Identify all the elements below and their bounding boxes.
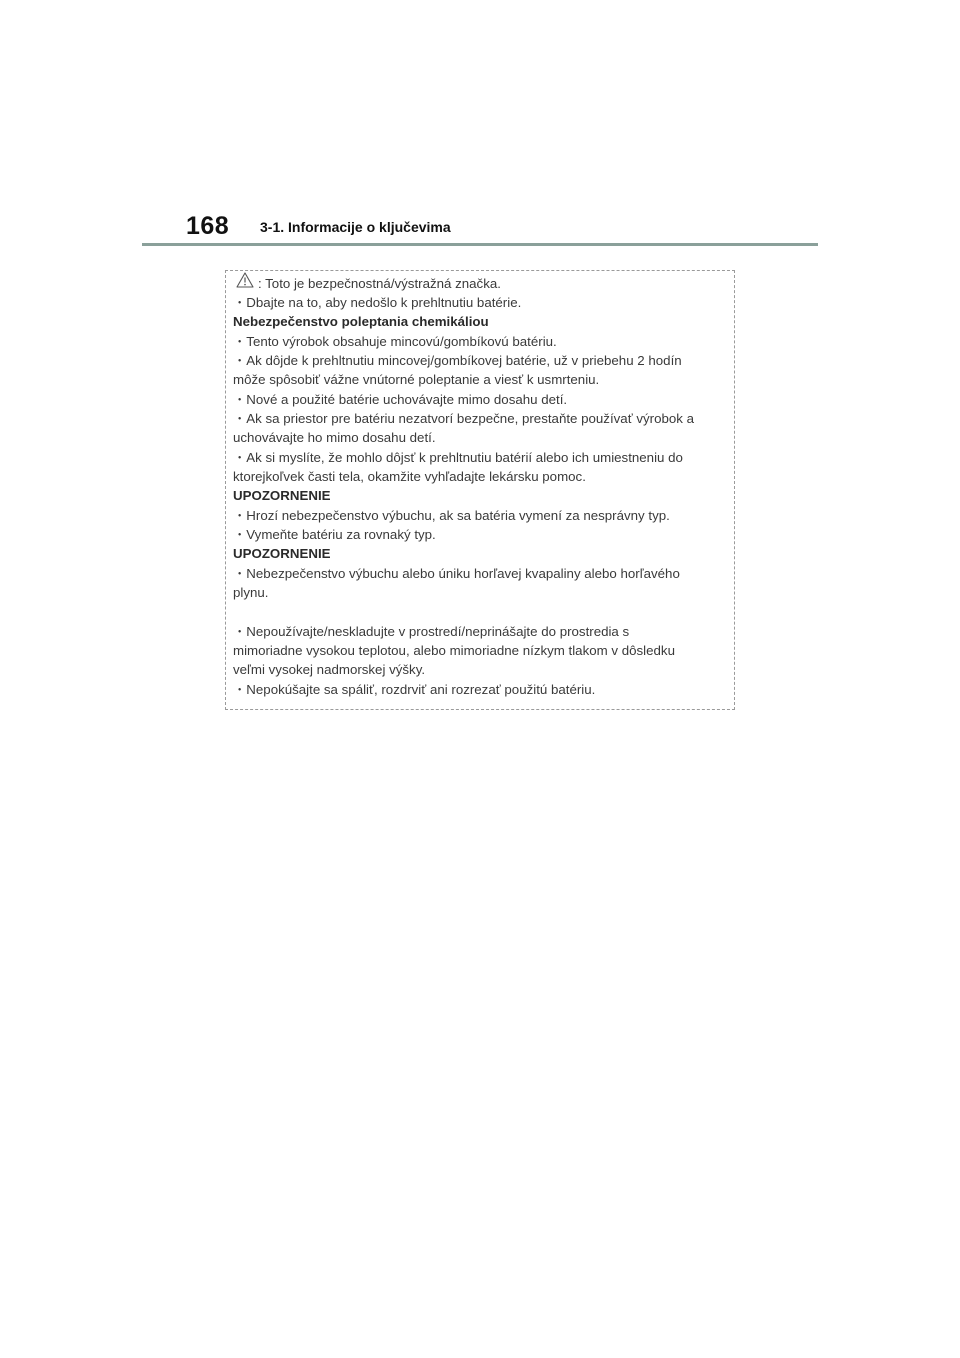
caution-line: ・Dbajte na to, aby nedošlo k prehltnutiu batérie. (233, 295, 522, 310)
caution-line: ・Vymeňte batériu za rovnaký typ. (233, 527, 436, 542)
caution-line: ・Nepokúšajte sa spáliť, rozdrviť ani rozrezať použitú batériu. (233, 682, 596, 697)
caution-heading: UPOZORNENIE (233, 488, 331, 503)
caution-line: ktorejkoľvek časti tela, okamžite vyhľadajte lekársku pomoc. (233, 469, 586, 484)
caution-line: ・Hrozí nebezpečenstvo výbuchu, ak sa batéria vymení za nesprávny typ. (233, 508, 670, 523)
section-title: 3-1. Informacije o ključevima (260, 219, 451, 235)
page-number: 168 (186, 212, 230, 240)
caution-heading: UPOZORNENIE (233, 546, 331, 561)
caution-line: ・Nebezpečenstvo výbuchu alebo úniku horľavej kvapaliny alebo horľavého (233, 566, 680, 581)
caution-line: ・Ak dôjde k prehltnutiu mincovej/gombíkovej batérie, už v priebehu 2 hodín (233, 353, 682, 368)
caution-line: ・Nové a použité batérie uchovávajte mimo dosahu detí. (233, 392, 568, 407)
caution-line: plynu. (233, 585, 269, 600)
caution-line: ・Nepoužívajte/neskladujte v prostredí/neprinášajte do prostredia s (233, 624, 630, 639)
header-rule (142, 243, 818, 246)
caution-line: : Toto je bezpečnostná/výstražná značka. (258, 276, 501, 291)
caution-line: ・Tento výrobok obsahuje mincovú/gombíkovú batériu. (233, 334, 557, 349)
caution-line: mimoriadne vysokou teplotou, alebo mimoriadne nízkym tlakom v dôsledku (233, 643, 675, 658)
caution-heading: Nebezpečenstvo poleptania chemikáliou (233, 314, 489, 329)
warning-triangle-icon (236, 272, 254, 288)
caution-line: ・Ak sa priestor pre batériu nezatvorí bezpečne, prestaňte používať výrobok a (233, 411, 695, 426)
caution-line: uchovávajte ho mimo dosahu detí. (233, 430, 436, 445)
caution-line: ・Ak si myslíte, že mohlo dôjsť k prehltnutiu batérií alebo ich umiestneniu do (233, 450, 683, 465)
caution-line: môže spôsobiť vážne vnútorné poleptanie a viesť k usmrteniu. (233, 372, 600, 387)
caution-line: veľmi vysokej nadmorskej výšky. (233, 662, 426, 677)
